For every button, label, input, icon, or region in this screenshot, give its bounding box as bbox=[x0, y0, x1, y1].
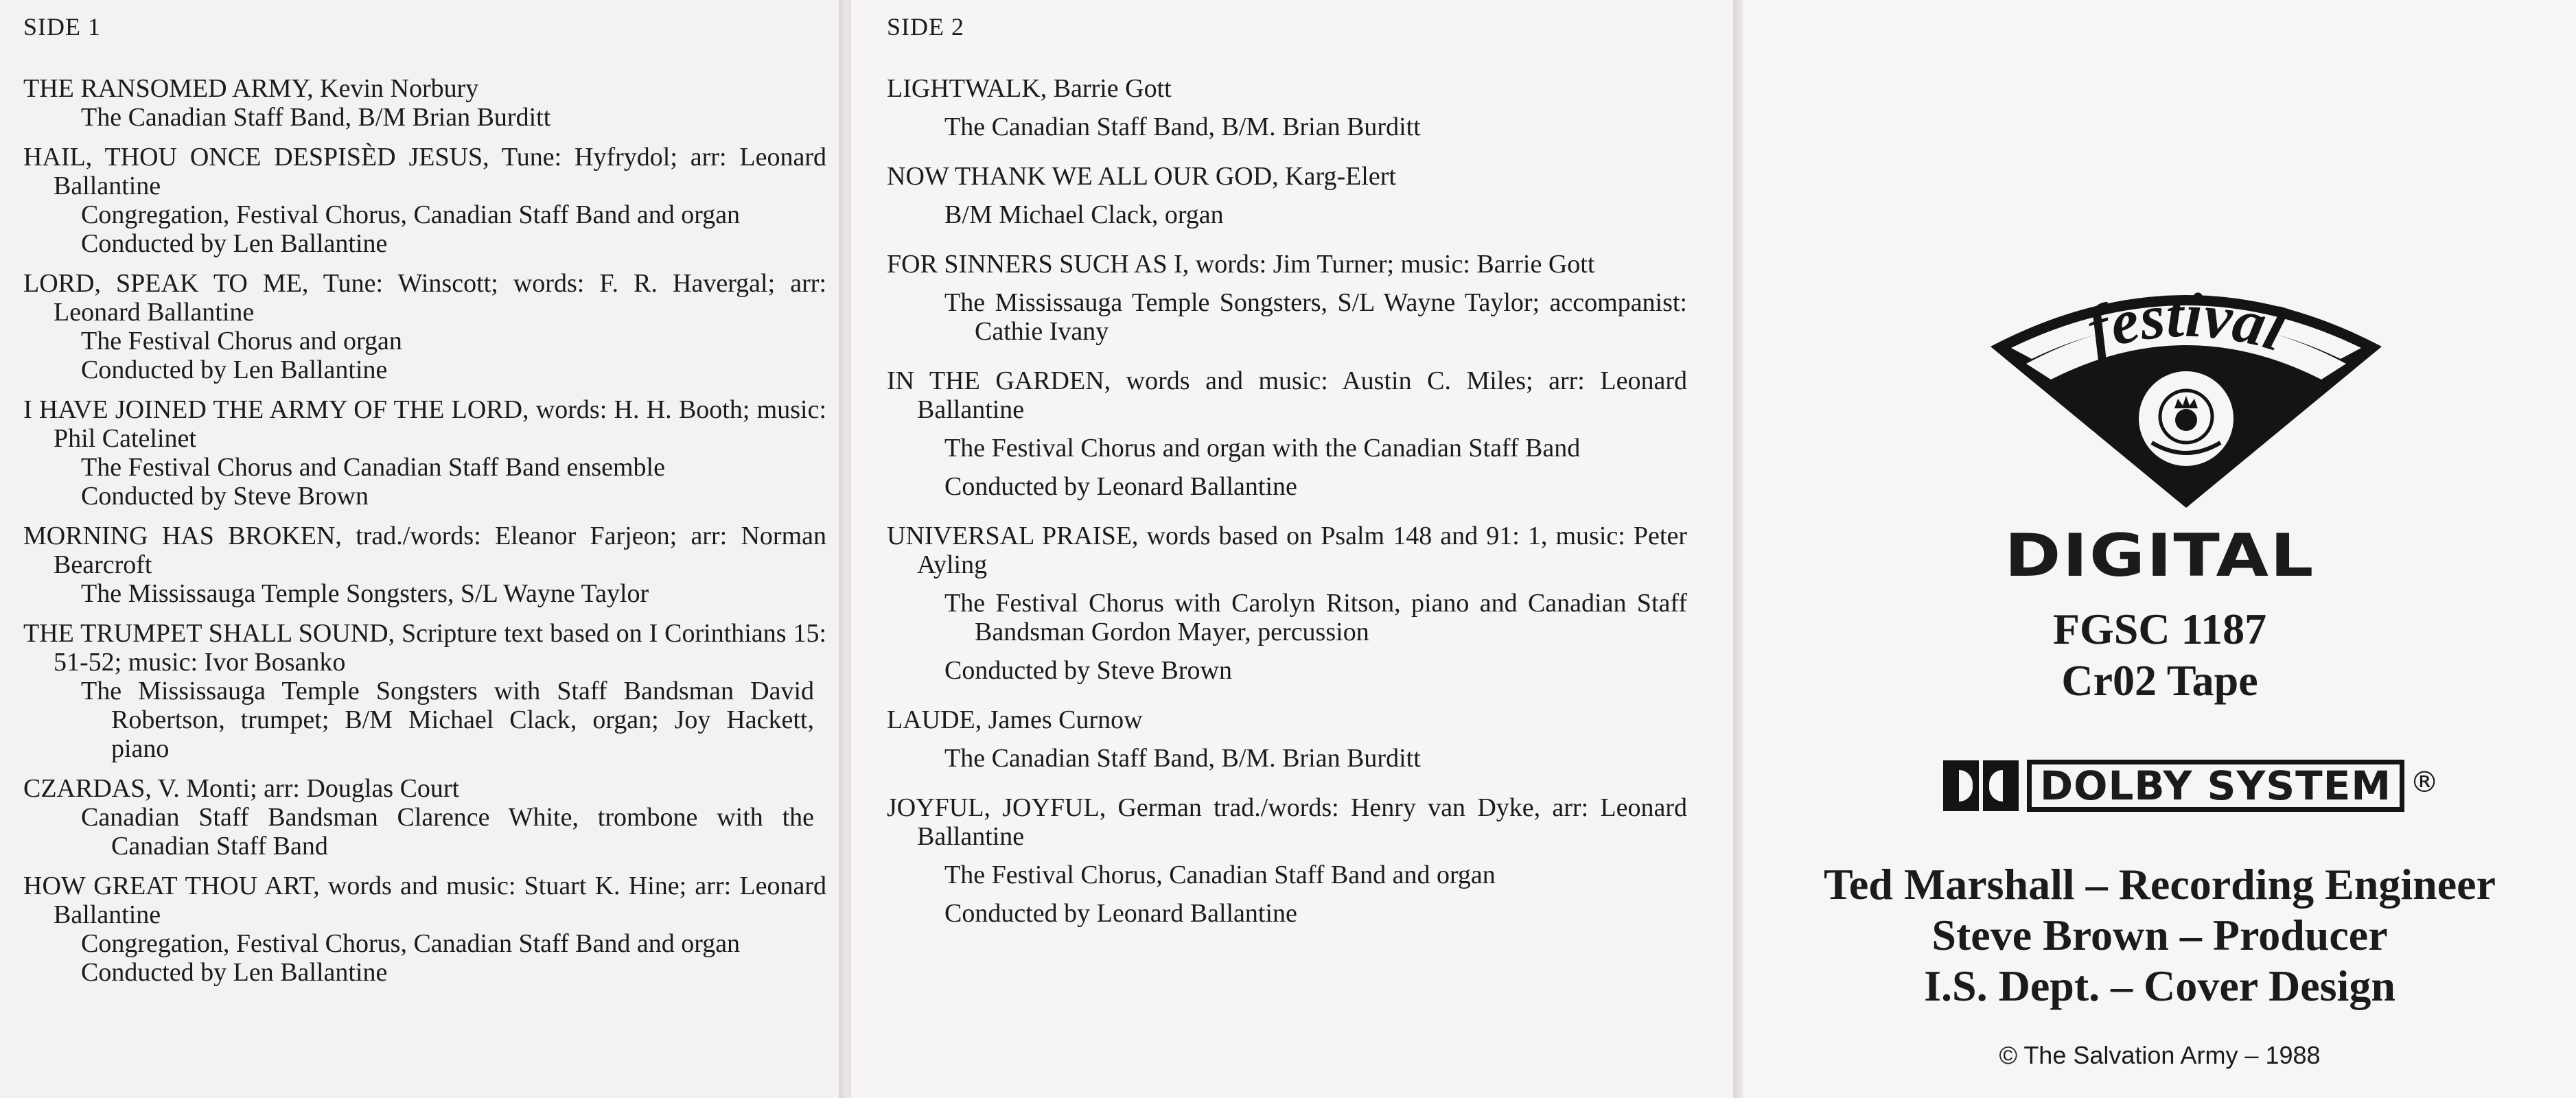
track-performers: Canadian Staff Bandsman Clarence White, trombone with the Canadian Staff Band bbox=[81, 803, 814, 861]
track-entry bbox=[887, 162, 1733, 229]
festival-logo-graphic bbox=[1984, 271, 2389, 511]
festival-logo bbox=[1984, 271, 2389, 511]
track-conductor: Conducted by Len Ballantine bbox=[81, 355, 388, 384]
track-performers: The Mississauga Temple Songsters with Staff Bandsman David Robertson, trumpet; B/M Michael Clack, organ; Joy Hackett, piano bbox=[81, 677, 814, 763]
track-heading: LIGHTWALK, Barrie Gott bbox=[887, 74, 1172, 103]
track-performers: The Festival Chorus and organ with the Canadian Staff Band bbox=[944, 434, 1581, 463]
track-performers: The Canadian Staff Band, B/M. Brian Burditt bbox=[944, 744, 1421, 773]
track-heading: HOW GREAT THOU ART, words and music: Stuart K. Hine; arr: Leonard Ballantine bbox=[23, 872, 826, 929]
track-heading: THE RANSOMED ARMY, Kevin Norbury bbox=[23, 74, 479, 103]
track-entry bbox=[887, 705, 1733, 773]
fold-shadow bbox=[839, 0, 851, 1098]
track-entry bbox=[887, 250, 1733, 346]
tape-type: Cr02 Tape bbox=[2061, 656, 2258, 705]
credit-line: Ted Marshall – Recording Engineer bbox=[1824, 860, 2496, 909]
track-entry bbox=[23, 872, 839, 987]
track-performers: Congregation, Festival Chorus, Canadian Staff Band and organ bbox=[81, 200, 741, 229]
track-heading: JOYFUL, JOYFUL, German trad./words: Henry van Dyke, arr: Leonard Ballantine bbox=[887, 793, 1687, 851]
track-entry bbox=[23, 395, 839, 511]
track-entry bbox=[887, 74, 1733, 141]
track-performers: The Canadian Staff Band, B/M. Brian Burditt bbox=[944, 113, 1421, 141]
side-2-panel bbox=[851, 0, 1733, 1098]
registered-mark: ® bbox=[2410, 764, 2439, 799]
crest-center bbox=[2175, 409, 2197, 431]
track-heading: UNIVERSAL PRAISE, words based on Psalm 148 and 91: 1, music: Peter Ayling bbox=[887, 522, 1687, 579]
track-performers: The Mississauga Temple Songsters, S/L Wayne Taylor bbox=[81, 579, 649, 608]
track-heading: IN THE GARDEN, words and music: Austin C. Miles; arr: Leonard Ballantine bbox=[887, 366, 1687, 424]
track-heading: NOW THANK WE ALL OUR GOD, Karg-Elert bbox=[887, 162, 1396, 191]
digital-wordmark: DIGITAL bbox=[2004, 522, 2315, 590]
side-2-track-list bbox=[887, 74, 1733, 928]
track-conductor: Conducted by Leonard Ballantine bbox=[944, 899, 1297, 928]
side-1-track-list bbox=[23, 74, 839, 987]
logo-text: festival bbox=[2078, 279, 2294, 365]
track-heading: MORNING HAS BROKEN, trad./words: Eleanor Farjeon; arr: Norman Bearcroft bbox=[23, 522, 826, 579]
track-heading: THE TRUMPET SHALL SOUND, Scripture text based on I Corinthians 15: 51-52; music: Ivor Bosanko bbox=[23, 619, 826, 677]
track-entry bbox=[887, 366, 1733, 501]
track-performers: The Canadian Staff Band, B/M Brian Burditt bbox=[81, 103, 551, 132]
credit-line: Steve Brown – Producer bbox=[1931, 911, 2388, 959]
dolby-logo bbox=[1943, 758, 2439, 813]
track-performers: The Mississauga Temple Songsters, S/L Wayne Taylor; accompanist: Cathie Ivany bbox=[944, 288, 1687, 346]
side-1-title: SIDE 1 bbox=[23, 13, 101, 40]
track-performers: The Festival Chorus and Canadian Staff Band ensemble bbox=[81, 453, 665, 482]
track-conductor: Conducted by Leonard Ballantine bbox=[944, 472, 1297, 501]
dolby-system-text: DOLBY SYSTEM bbox=[2040, 762, 2392, 809]
track-entry bbox=[23, 74, 839, 132]
side-2-title: SIDE 2 bbox=[887, 13, 964, 40]
dolby-system-box bbox=[2027, 760, 2404, 812]
track-conductor: Conducted by Len Ballantine bbox=[81, 229, 388, 258]
track-performers: The Festival Chorus and organ bbox=[81, 327, 402, 355]
track-entry bbox=[23, 774, 839, 861]
track-heading: HAIL, THOU ONCE DESPISÈD JESUS, Tune: Hyfrydol; arr: Leonard Ballantine bbox=[23, 143, 826, 200]
track-heading: FOR SINNERS SUCH AS I, words: Jim Turner; music: Barrie Gott bbox=[887, 250, 1595, 279]
side-1-panel bbox=[0, 0, 839, 1098]
track-entry bbox=[23, 143, 839, 258]
track-heading: LAUDE, James Curnow bbox=[887, 705, 1143, 734]
track-heading: LORD, SPEAK TO ME, Tune: Winscott; words: F. R. Havergal; arr: Leonard Ballantine bbox=[23, 269, 826, 327]
track-performers: The Festival Chorus with Carolyn Ritson, piano and Canadian Staff Bandsman Gordon Mayer, percussion bbox=[944, 589, 1687, 646]
label-panel bbox=[1743, 0, 2576, 1098]
track-entry bbox=[23, 619, 839, 763]
track-entry bbox=[23, 522, 839, 608]
track-performers: B/M Michael Clack, organ bbox=[944, 200, 1224, 229]
track-entry bbox=[23, 269, 839, 384]
track-performers: The Festival Chorus, Canadian Staff Band and organ bbox=[944, 861, 1496, 889]
track-performers: Congregation, Festival Chorus, Canadian Staff Band and organ bbox=[81, 929, 741, 958]
credit-line: I.S. Dept. – Cover Design bbox=[1924, 961, 2395, 1010]
dolby-double-d-icon bbox=[1983, 760, 2019, 811]
catalog-number: FGSC 1187 bbox=[2052, 605, 2267, 653]
dolby-double-d-icon bbox=[1943, 760, 1979, 811]
track-conductor: Conducted by Steve Brown bbox=[81, 482, 369, 511]
track-entry bbox=[887, 793, 1733, 928]
track-conductor: Conducted by Len Ballantine bbox=[81, 958, 388, 987]
track-entry bbox=[887, 522, 1733, 685]
copyright-notice: © The Salvation Army – 1988 bbox=[1999, 1041, 2321, 1069]
track-conductor: Conducted by Steve Brown bbox=[944, 656, 1233, 685]
track-heading: I HAVE JOINED THE ARMY OF THE LORD, words: H. H. Booth; music: Phil Catelinet bbox=[23, 395, 826, 453]
track-heading: CZARDAS, V. Monti; arr: Douglas Court bbox=[23, 774, 460, 803]
